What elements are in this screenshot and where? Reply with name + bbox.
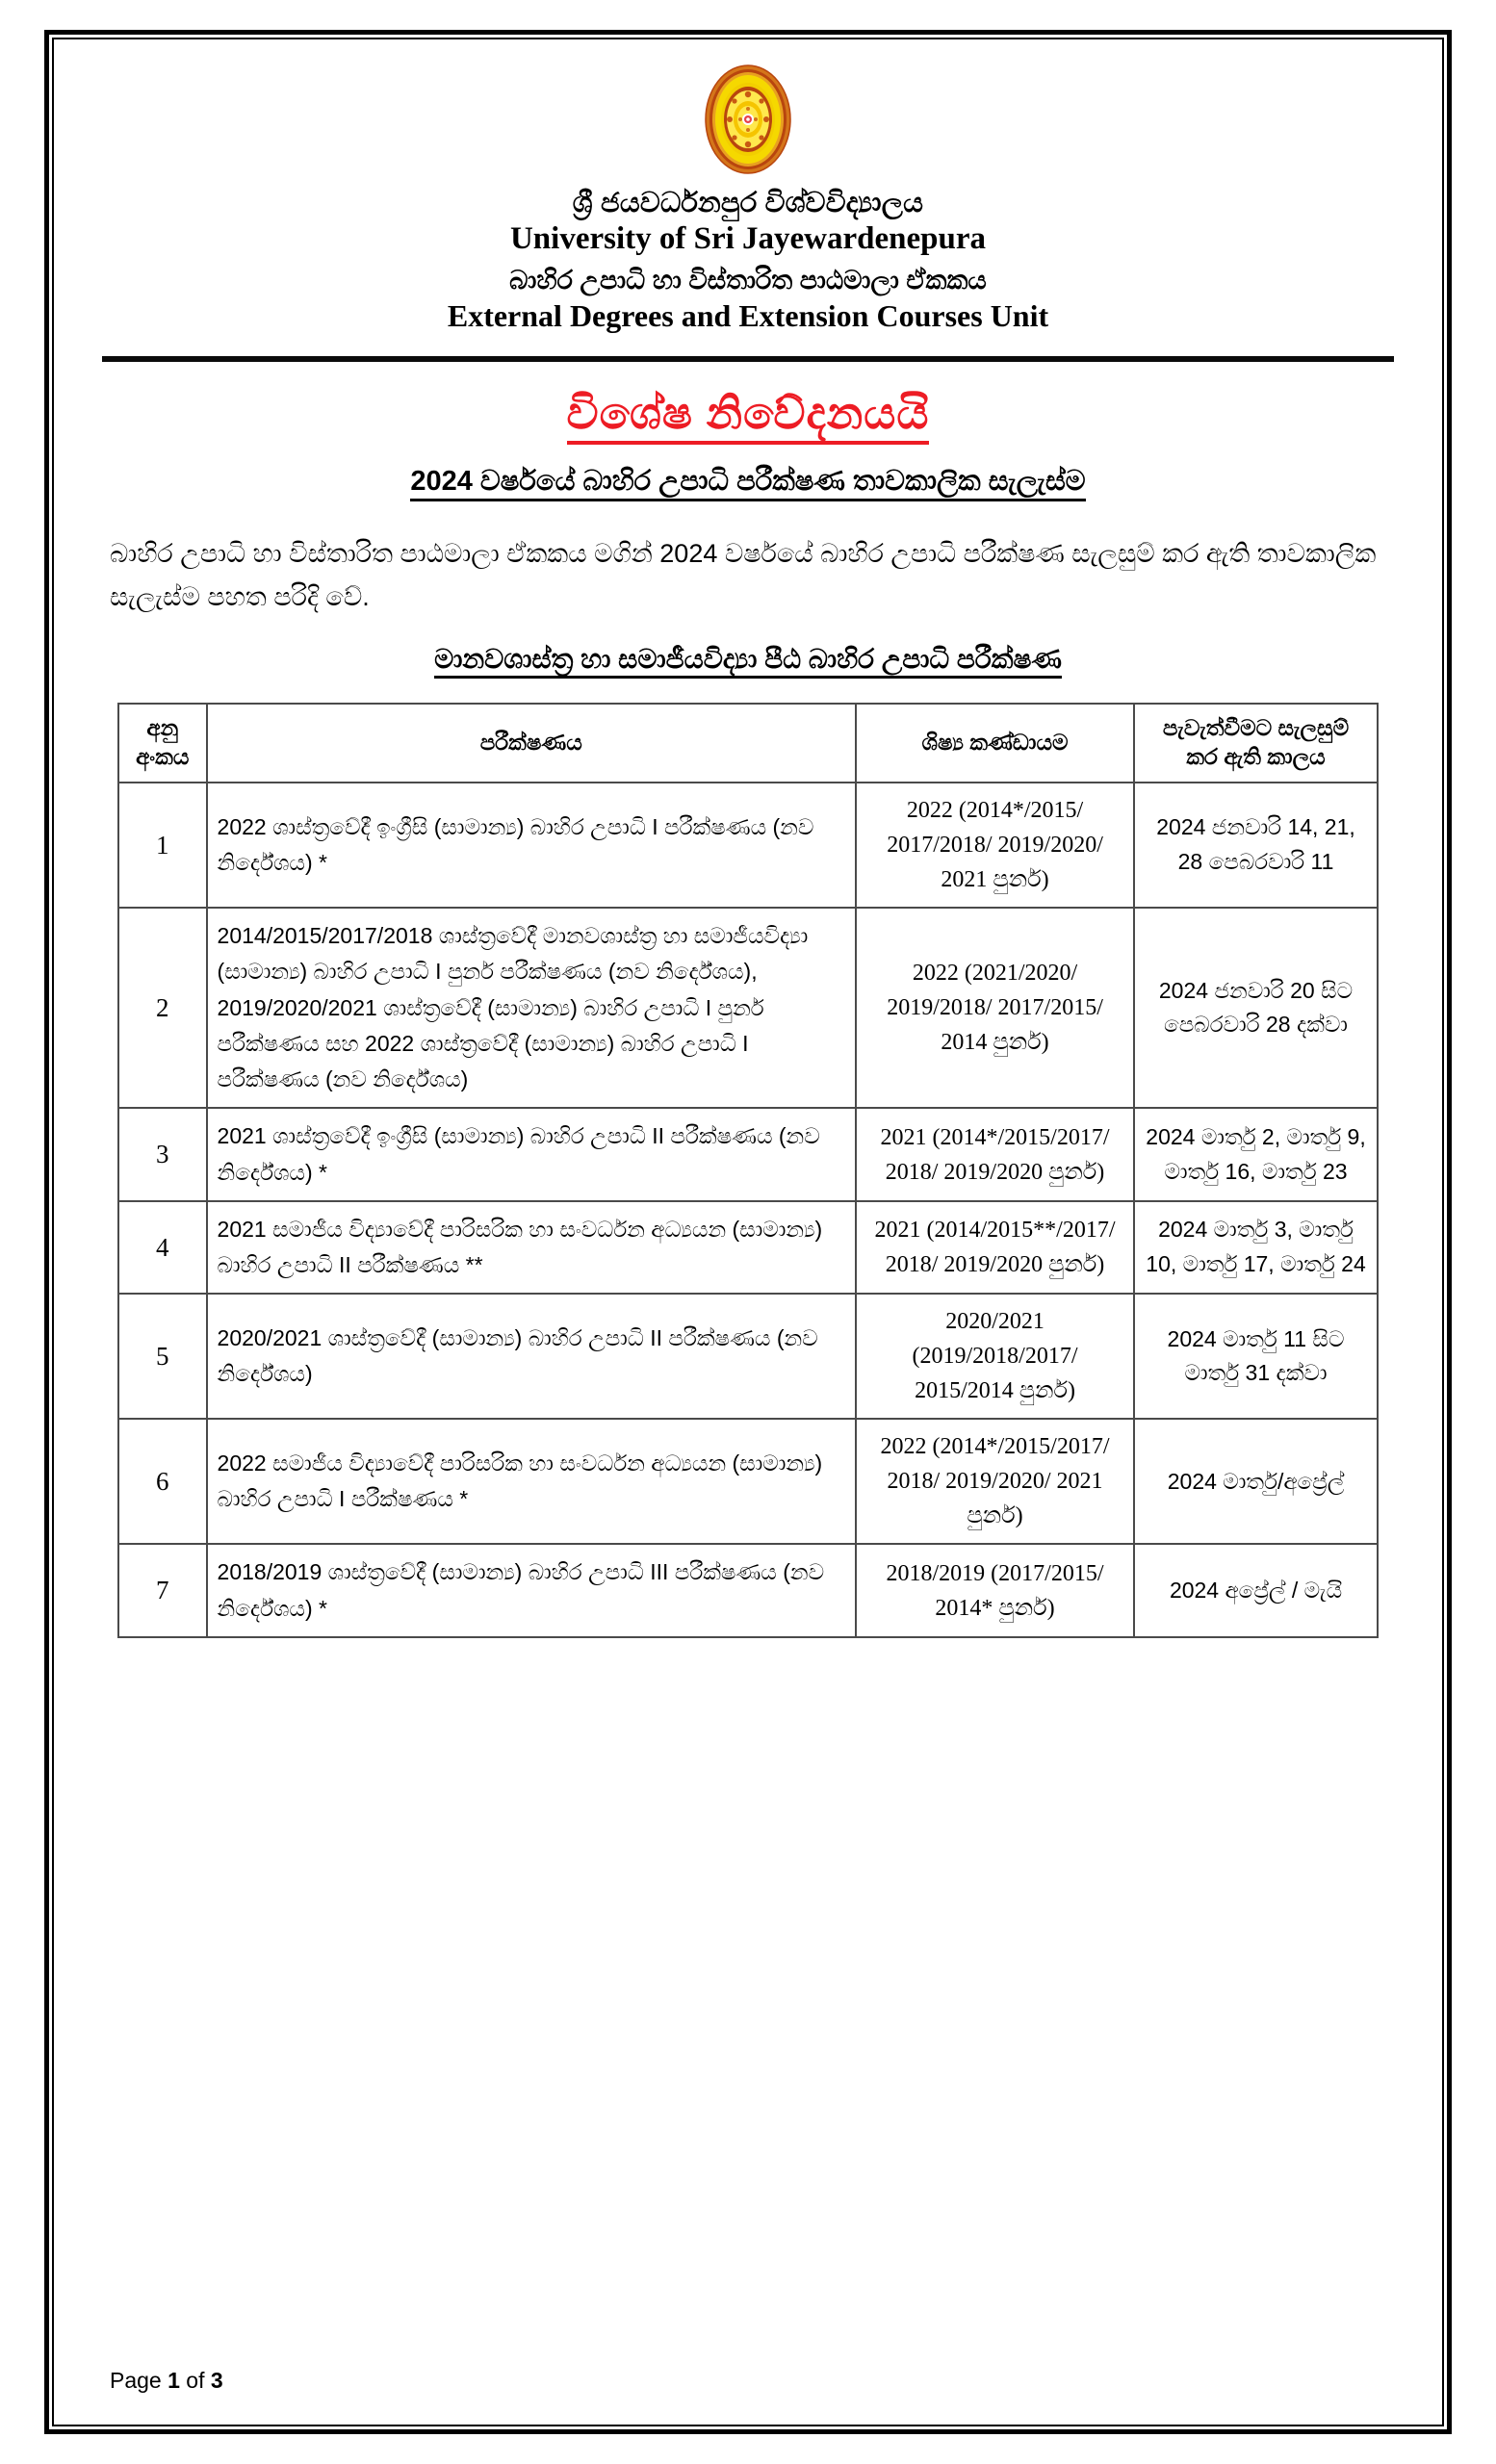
column-header-exam: පරීක්ෂණය: [207, 704, 856, 783]
table-row: [118, 1108, 1378, 1201]
table-row: [118, 1544, 1378, 1637]
row-index: 2: [118, 908, 207, 1108]
notice-subtitle: [67, 466, 1429, 498]
row-exam-name: 2022 ශාස්ත්‍රවේදී ඉංග්‍රීසි (සාමාන්‍ය) බාහිර උපාධි I පරීක්ෂණය (නව නිර්දේශය) *: [207, 783, 856, 908]
row-period: 2024 මාර්තු 11 සිට මාර්තු 31 දක්වා: [1134, 1294, 1378, 1419]
row-index: 7: [118, 1544, 207, 1637]
exam-schedule-table: [117, 703, 1379, 1638]
footer-middle: of: [179, 2368, 211, 2393]
column-header-period: පැවැත්වීමට සැලසුම් කර ඇති කාලය: [1134, 704, 1378, 783]
page-content: [67, 53, 1429, 2411]
university-name-sinhala: ශ්‍රී ජයවර්ධනපුර විශ්වවිද්‍යාලය: [572, 188, 924, 218]
row-student-group: 2018/2019 (2017/2015/ 2014* පුනර්): [856, 1544, 1134, 1637]
row-student-group: 2021 (2014*/2015/2017/ 2018/ 2019/2020 පුනර්): [856, 1108, 1134, 1201]
notice-body-paragraph: බාහිර උපාධි හා විස්තාරිත පාඨමාලා ඒකකය මගින් 2024 වර්ෂයේ බාහිර උපාධි පරීක්ෂණ සැලසුම් කර ඇති තාවකාලික සැලැස්ම පහත පරිදි වේ.: [110, 538, 1377, 611]
row-student-group: 2022 (2014*/2015/ 2017/2018/ 2019/2020/ 2021 පුනර්): [856, 783, 1134, 908]
university-crest-icon: [691, 63, 805, 176]
table-header-row: [118, 704, 1378, 783]
row-student-group: 2020/2021 (2019/2018/2017/ 2015/2014 පුනර්): [856, 1294, 1134, 1419]
table-row: [118, 908, 1378, 1108]
row-index: 5: [118, 1294, 207, 1419]
table-row: [118, 783, 1378, 908]
row-exam-name: 2021 ශාස්ත්‍රවේදී ඉංග්‍රීසි (සාමාන්‍ය) බාහිර උපාධි II පරීක්ෂණය (නව නිර්දේශය) *: [207, 1108, 856, 1201]
table-row: [118, 1294, 1378, 1419]
emblem-container: [67, 53, 1429, 181]
footer-prefix: Page: [110, 2368, 168, 2393]
notice-subtitle-text: 2024 වර්ෂයේ බාහිර උපාධි පරීක්ෂණ තාවකාලික සැලැස්ම: [410, 466, 1085, 501]
table-row: [118, 1201, 1378, 1295]
footer-total-pages: 3: [210, 2368, 223, 2393]
row-index: 3: [118, 1108, 207, 1201]
row-index: 6: [118, 1419, 207, 1544]
row-exam-name: 2018/2019 ශාස්ත්‍රවේදී (සාමාන්‍ය) බාහිර උපාධි III පරීක්ෂණය (නව නිර්දේශය) *: [207, 1544, 856, 1637]
column-header-index: අනු අංකය: [118, 704, 207, 783]
row-student-group: 2021 (2014/2015**/2017/ 2018/ 2019/2020 පුනර්): [856, 1201, 1134, 1295]
footer-current-page: 1: [168, 2368, 180, 2393]
faculty-heading: [67, 644, 1429, 676]
row-period: 2024 ජනවාරි 14, 21, 28 පෙබරවාරි 11: [1134, 783, 1378, 908]
row-exam-name: 2014/2015/2017/2018 ශාස්ත්‍රවේදී මානවශාස්ත්‍ර හා සමාජීයවිද්‍යා (සාමාන්‍ය) බාහිර උපාධි I පුනර් පරීක්ෂණය (නව නිර්දේශය), 2019/2020/2021 ශාස්ත්‍රවේදී (සාමාන්‍ය) බාහිර උපාධි I පුනර් පරීක්ෂණය සහ 2022 ශාස්ත්‍රවේදී (සාමාන්‍ය) බාහිර උපාධි I පරීක්ෂණය (නව නිර්දේශය): [207, 908, 856, 1108]
institution-header: [67, 187, 1429, 335]
page-footer: [110, 2368, 223, 2394]
table-row: [118, 1419, 1378, 1544]
table-body: [118, 783, 1378, 1637]
column-header-student-group: ශිෂ්‍ය කණ්ඩායම: [856, 704, 1134, 783]
row-period: 2024 මාර්තු 2, මාර්තු 9, මාර්තු 16, මාර්තු 23: [1134, 1108, 1378, 1201]
row-exam-name: 2022 සමාජීය විද්‍යාවේදී පාරිසරික හා සංවර්ධන අධ්‍යයන (සාමාන්‍ය) බාහිර උපාධි I පරීක්ෂණය *: [207, 1419, 856, 1544]
notice-title-text: විශේෂ නිවේදනයයි: [567, 388, 930, 445]
row-period: 2024 ජනවාරි 20 සිට පෙබරවාරි 28 දක්වා: [1134, 908, 1378, 1108]
row-exam-name: 2021 සමාජීය විද්‍යාවේදී පාරිසරික හා සංවර්ධන අධ්‍යයන (සාමාන්‍ය) බාහිර උපාධි II පරීක්ෂණය **: [207, 1201, 856, 1295]
notice-title: [67, 387, 1429, 441]
faculty-heading-text: මානවශාස්ත්‍ර හා සමාජීයවිද්‍යා පීඨ බාහිර උපාධි පරීක්ෂණ: [434, 644, 1062, 679]
header-divider: [102, 356, 1394, 362]
row-index: 4: [118, 1201, 207, 1295]
row-period: 2024 අප්‍රේල් / මැයි: [1134, 1544, 1378, 1637]
unit-name-english: External Degrees and Extension Courses Unit: [447, 298, 1049, 334]
row-exam-name: 2020/2021 ශාස්ත්‍රවේදී (සාමාන්‍ය) බාහිර උපාධි II පරීක්ෂණය (නව නිර්දේශය): [207, 1294, 856, 1419]
row-student-group: 2022 (2021/2020/ 2019/2018/ 2017/2015/ 2014 පුනර්): [856, 908, 1134, 1108]
row-period: 2024 මාර්තු 3, මාර්තු 10, මාර්තු 17, මාර්තු 24: [1134, 1201, 1378, 1295]
row-student-group: 2022 (2014*/2015/2017/ 2018/ 2019/2020/ 2021 පුනර්): [856, 1419, 1134, 1544]
row-period: 2024 මාර්තු/අප්‍රේල්: [1134, 1419, 1378, 1544]
row-index: 1: [118, 783, 207, 908]
university-name-english: University of Sri Jayewardenepura: [509, 221, 987, 257]
unit-name-sinhala: බාහිර උපාධි හා විස්තාරිත පාඨමාලා ඒකකය: [509, 265, 987, 295]
